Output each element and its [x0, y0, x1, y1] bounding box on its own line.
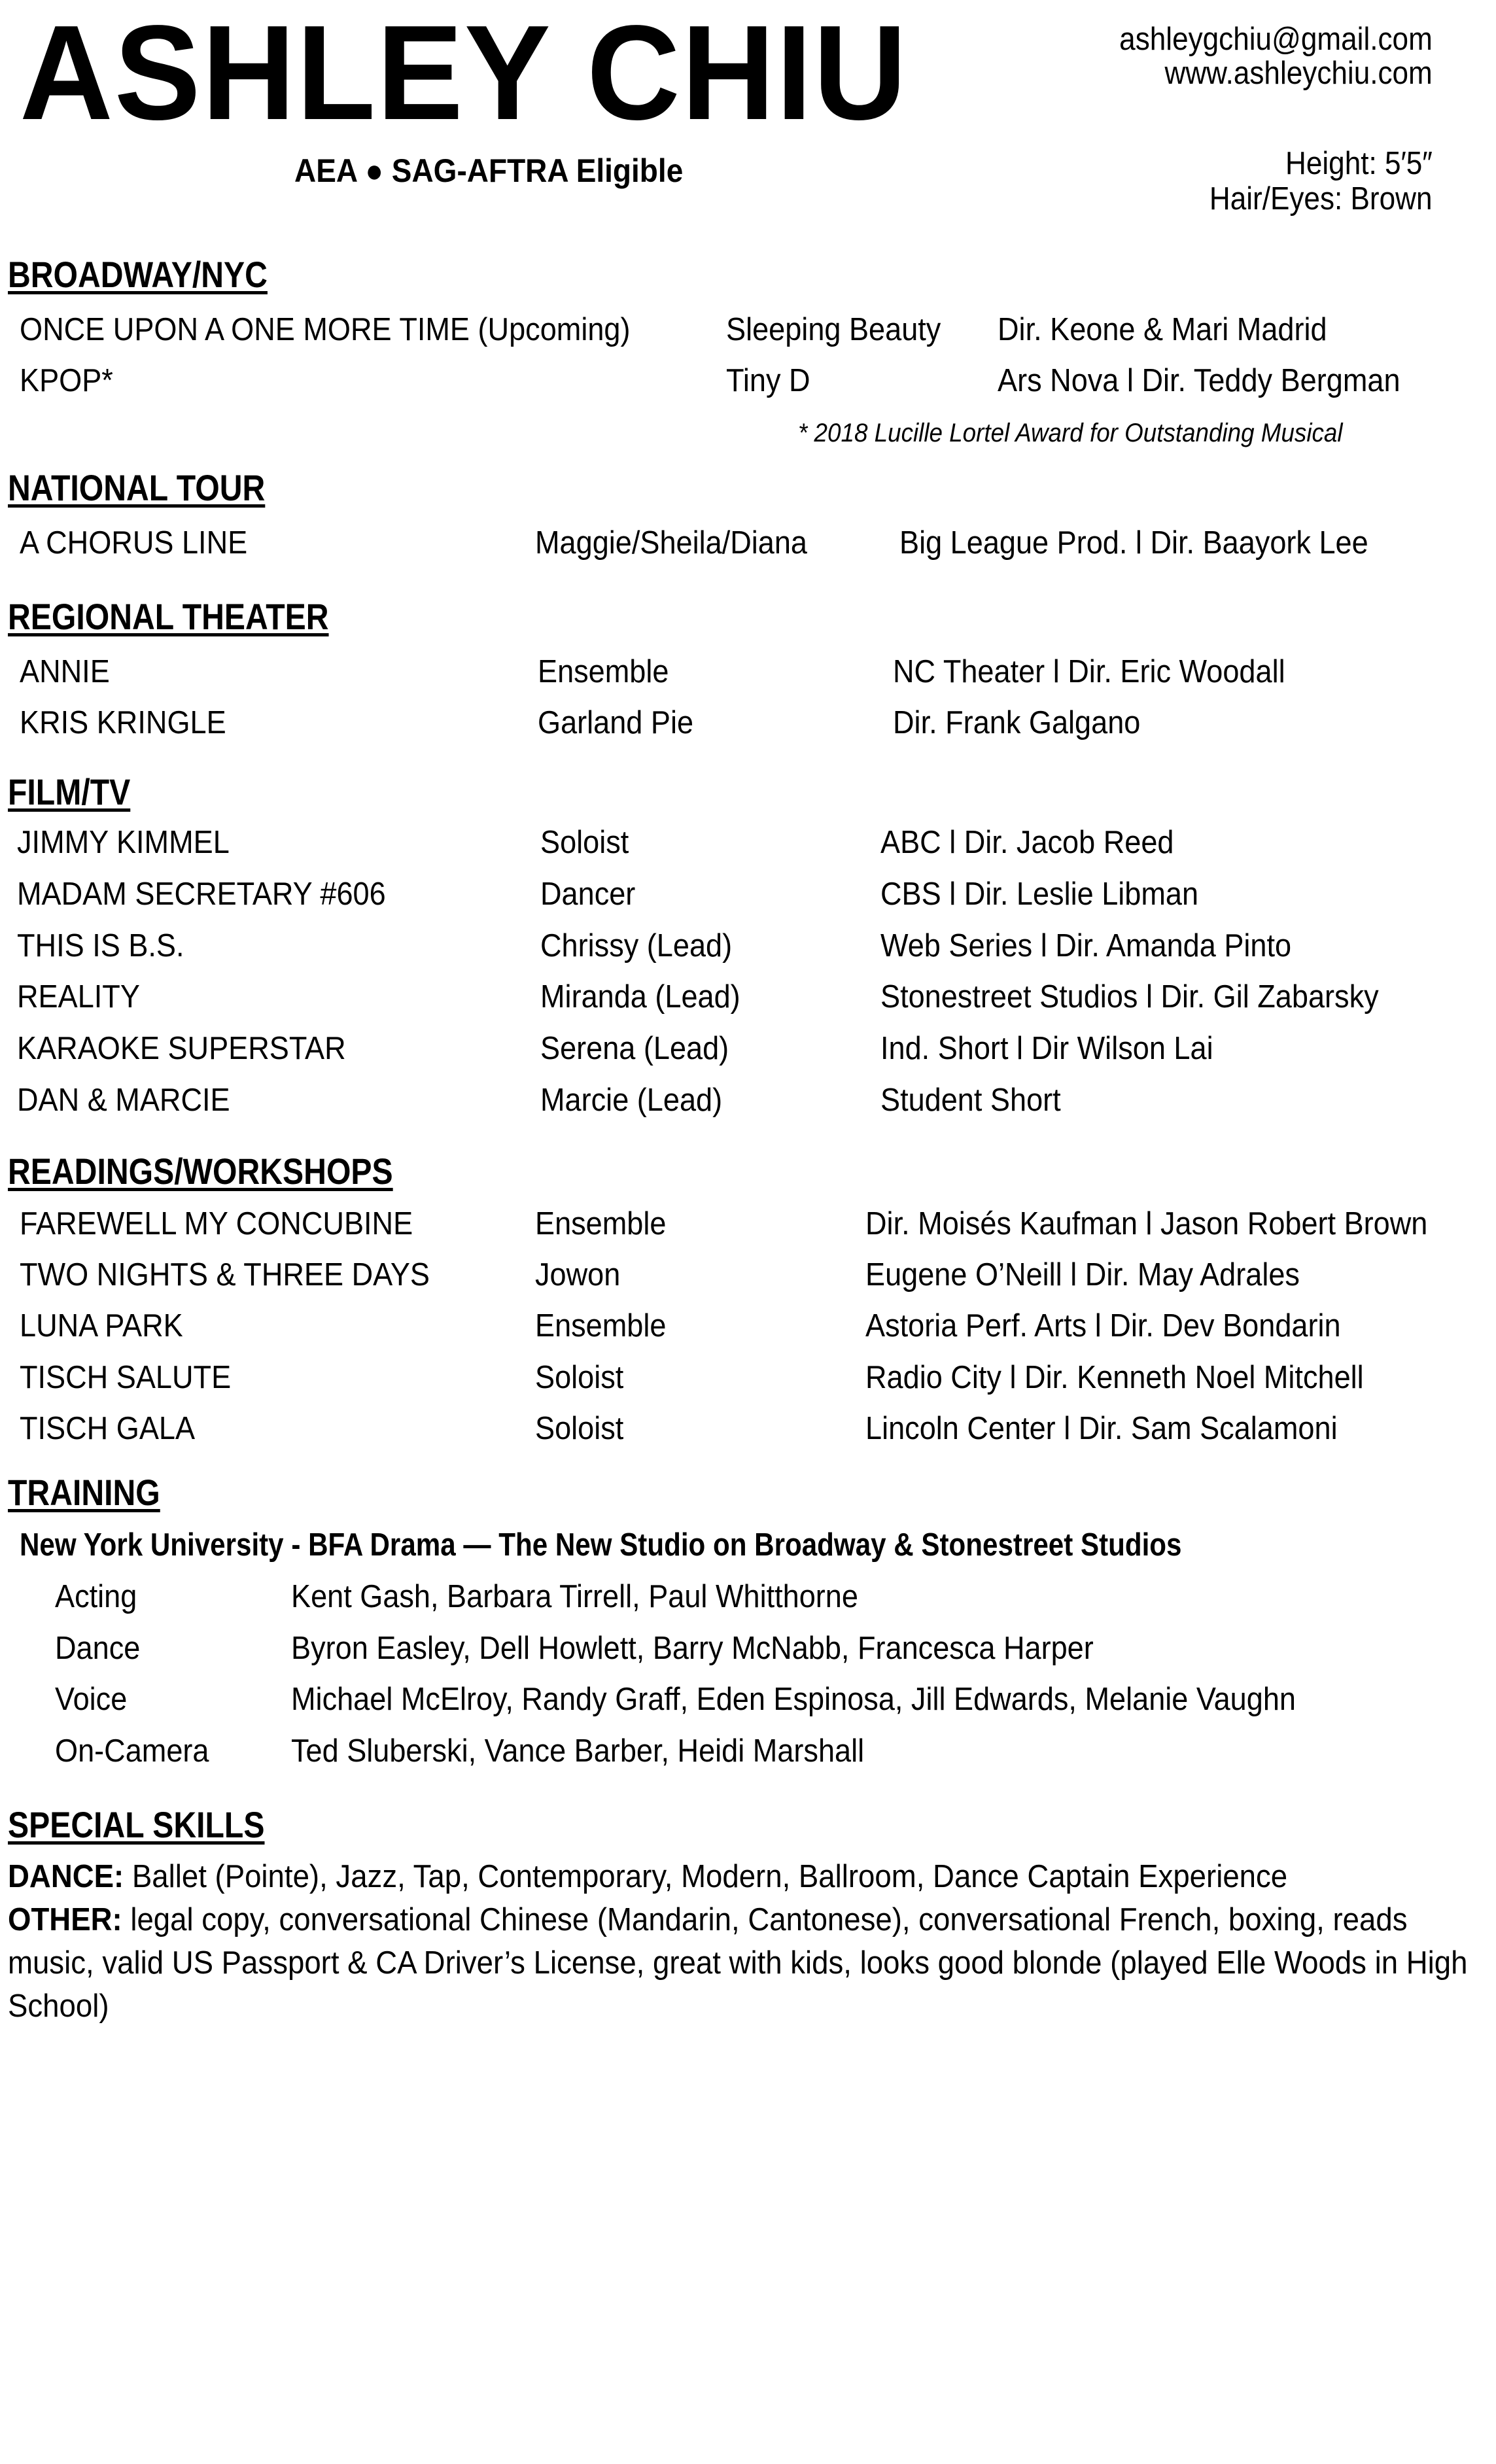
credit-role: Chrissy (Lead) — [540, 928, 733, 963]
credit-show: ANNIE — [20, 654, 110, 689]
dance-skills-label: DANCE: — [8, 1859, 124, 1894]
other-skills — [8, 1898, 1492, 2028]
training-area: Acting — [55, 1579, 137, 1614]
credit-director: CBS l Dir. Leslie Libman — [880, 876, 1199, 912]
training-teachers: Michael McElroy, Randy Graff, Eden Espinosa, Jill Edwards, Melanie Vaughn — [291, 1682, 1296, 1717]
credit-director: Radio City l Dir. Kenneth Noel Mitchell — [865, 1360, 1364, 1395]
credit-role: Jowon — [535, 1257, 621, 1293]
credit-role: Garland Pie — [538, 705, 694, 740]
hair-eyes-stat: Hair/Eyes: Brown — [1209, 181, 1433, 217]
credit-role: Marcie (Lead) — [540, 1083, 723, 1118]
credit-role: Ensemble — [535, 1308, 667, 1344]
credit-role: Dancer — [540, 876, 636, 912]
actor-name: ASHLEY CHIU — [20, 0, 909, 148]
credit-show: ONCE UPON A ONE MORE TIME (Upcoming) — [20, 312, 631, 347]
credit-show: A CHORUS LINE — [20, 525, 248, 561]
credit-director: Web Series l Dir. Amanda Pinto — [880, 928, 1292, 963]
section-heading-training: TRAINING — [8, 1472, 160, 1513]
section-heading-national-tour: NATIONAL TOUR — [8, 467, 266, 508]
credit-role: Soloist — [535, 1360, 624, 1395]
credit-director: Dir. Frank Galgano — [893, 705, 1141, 740]
dance-skills-text: Ballet (Pointe), Jazz, Tap, Contemporary, Modern, Ballroom, Dance Captain Experience — [124, 1859, 1288, 1894]
credit-director: Student Short — [880, 1083, 1061, 1118]
credit-show: REALITY — [17, 979, 140, 1015]
credit-role: Soloist — [535, 1411, 624, 1446]
credit-role: Ensemble — [538, 654, 669, 689]
credit-role: Maggie/Sheila/Diana — [535, 525, 808, 561]
other-skills-text: legal copy, conversational Chinese (Mandarin, Cantonese), conversational French, boxing, reads music, valid US Passport & CA Driver’s License, great with kids, looks good blonde (played Elle Woods in High School) — [8, 1902, 1468, 2024]
credit-director: Dir. Keone & Mari Madrid — [998, 312, 1327, 347]
credit-director: Stonestreet Studios l Dir. Gil Zabarsky — [880, 979, 1379, 1015]
credit-director: Dir. Moisés Kaufman l Jason Robert Brown — [865, 1206, 1428, 1241]
credit-show: KPOP* — [20, 363, 113, 398]
credit-director: Astoria Perf. Arts l Dir. Dev Bondarin — [865, 1308, 1341, 1344]
credit-show: TWO NIGHTS & THREE DAYS — [20, 1257, 430, 1293]
dance-skills — [8, 1855, 1492, 1898]
training-area: On-Camera — [55, 1733, 209, 1769]
award-footnote: * 2018 Lucille Lortel Award for Outstanding Musical — [798, 419, 1343, 447]
training-school: New York University - BFA Drama — The New Studio on Broadway & Stonestreet Studios — [20, 1527, 1182, 1563]
credit-show: TISCH SALUTE — [20, 1360, 232, 1395]
credit-director: Ind. Short l Dir Wilson Lai — [880, 1031, 1213, 1066]
section-heading-broadway: BROADWAY/NYC — [8, 254, 268, 295]
other-skills-label: OTHER: — [8, 1902, 122, 1937]
credit-director: Eugene O’Neill l Dir. May Adrales — [865, 1257, 1300, 1293]
credit-show: TISCH GALA — [20, 1411, 196, 1446]
training-teachers: Kent Gash, Barbara Tirrell, Paul Whitthorne — [291, 1579, 858, 1614]
section-heading-readings: READINGS/WORKSHOPS — [8, 1151, 393, 1192]
credit-director: ABC l Dir. Jacob Reed — [880, 825, 1174, 860]
email-link[interactable]: ashleygchiu@gmail.com — [1119, 22, 1433, 57]
credit-director: NC Theater l Dir. Eric Woodall — [893, 654, 1285, 689]
credit-show: LUNA PARK — [20, 1308, 183, 1344]
credit-director: Big League Prod. l Dir. Baayork Lee — [899, 525, 1368, 561]
union-status: AEA ● SAG-AFTRA Eligible — [294, 152, 684, 189]
credit-show: MADAM SECRETARY #606 — [17, 876, 386, 912]
training-area: Voice — [55, 1682, 128, 1717]
section-heading-regional: REGIONAL THEATER — [8, 596, 329, 637]
training-teachers: Ted Sluberski, Vance Barber, Heidi Marshall — [291, 1733, 865, 1769]
credit-show: JIMMY KIMMEL — [17, 825, 230, 860]
credit-director: Ars Nova l Dir. Teddy Bergman — [998, 363, 1400, 398]
credit-role: Miranda (Lead) — [540, 979, 740, 1015]
credit-director: Lincoln Center l Dir. Sam Scalamoni — [865, 1411, 1338, 1446]
height-stat: Height: 5′5″ — [1285, 146, 1433, 181]
credit-show: KARAOKE SUPERSTAR — [17, 1031, 346, 1066]
credit-show: THIS IS B.S. — [17, 928, 184, 963]
section-heading-film-tv: FILM/TV — [8, 771, 131, 812]
credit-role: Tiny D — [726, 363, 810, 398]
credit-show: DAN & MARCIE — [17, 1083, 230, 1118]
website-link[interactable]: www.ashleychiu.com — [1164, 56, 1433, 91]
credit-role: Soloist — [540, 825, 629, 860]
credit-show: KRIS KRINGLE — [20, 705, 226, 740]
credit-show: FAREWELL MY CONCUBINE — [20, 1206, 413, 1241]
credit-role: Sleeping Beauty — [726, 312, 941, 347]
credit-role: Ensemble — [535, 1206, 667, 1241]
section-heading-special-skills: SPECIAL SKILLS — [8, 1804, 265, 1845]
credit-role: Serena (Lead) — [540, 1031, 729, 1066]
training-area: Dance — [55, 1631, 141, 1666]
training-teachers: Byron Easley, Dell Howlett, Barry McNabb, Francesca Harper — [291, 1631, 1094, 1666]
